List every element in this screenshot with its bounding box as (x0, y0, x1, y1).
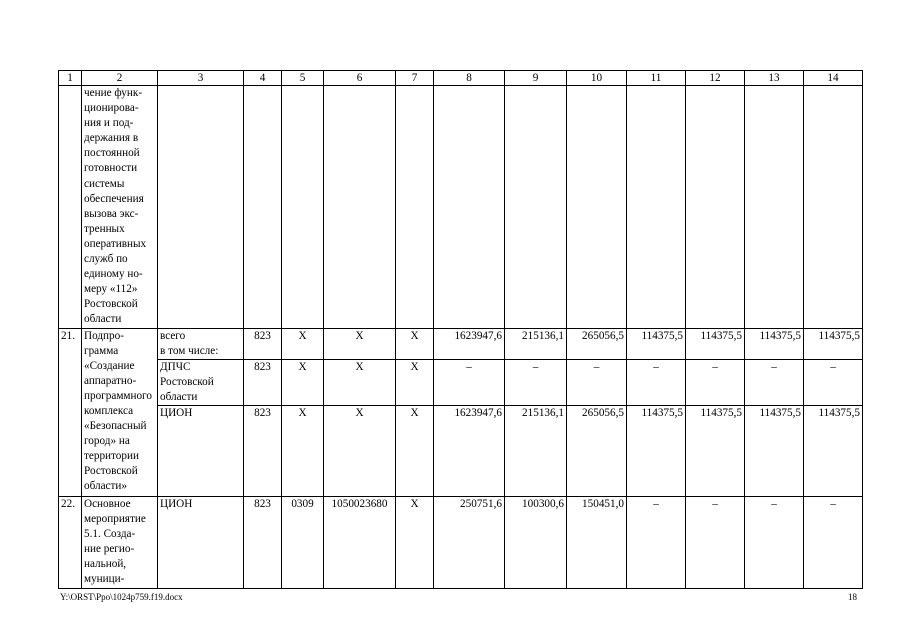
table-cell: – (505, 359, 567, 405)
table-cell: – (745, 359, 804, 405)
table-cell: 114375,5 (627, 405, 686, 496)
executor-cell: ДПЧС Ростовской области (158, 359, 244, 405)
table-cell: 114375,5 (627, 328, 686, 359)
table-cell: 265056,5 (567, 328, 627, 359)
column-header: 8 (434, 71, 505, 86)
table-cell (567, 86, 627, 329)
table-row (59, 86, 863, 329)
page-number: 18 (848, 592, 857, 602)
table-cell: 114375,5 (745, 405, 804, 496)
column-header: 7 (396, 71, 434, 86)
executor-cell: ЦИОН (158, 405, 244, 496)
table-cell: – (804, 359, 863, 405)
table-row (59, 359, 863, 405)
table-cell (244, 86, 282, 329)
table-cell: – (686, 496, 745, 588)
table-cell: – (434, 359, 505, 405)
row-number: 21. (59, 328, 82, 496)
table-cell: – (686, 359, 745, 405)
table-cell: 215136,1 (505, 328, 567, 359)
executor-cell: ЦИОН (158, 496, 244, 588)
column-header: 10 (567, 71, 627, 86)
table-cell: 114375,5 (686, 328, 745, 359)
table-row (59, 328, 863, 359)
table-cell: 0309 (282, 496, 324, 588)
column-header: 12 (686, 71, 745, 86)
row-name: чение функ- ционирова- ния и под- держания в постоянной готовности системы обеспечения вызова экс- тренных оперативных служб по единому но- меру «112» Ростовской области (82, 86, 158, 329)
table-cell: 823 (244, 496, 282, 588)
table-row (59, 405, 863, 496)
column-header: 13 (745, 71, 804, 86)
table-row (59, 496, 863, 588)
table-cell: Х (396, 359, 434, 405)
table-cell: – (745, 496, 804, 588)
column-header: 5 (282, 71, 324, 86)
table-cell: 250751,6 (434, 496, 505, 588)
table-cell (282, 86, 324, 329)
table-cell: 823 (244, 359, 282, 405)
table-cell: 823 (244, 405, 282, 496)
column-header: 9 (505, 71, 567, 86)
table-cell: – (627, 359, 686, 405)
column-header: 6 (324, 71, 396, 86)
table-cell: Х (282, 328, 324, 359)
table-cell (158, 86, 244, 329)
table-cell (627, 86, 686, 329)
table-cell: 265056,5 (567, 405, 627, 496)
table-cell (804, 86, 863, 329)
table-cell: Х (396, 405, 434, 496)
table-cell: – (804, 496, 863, 588)
table-cell (745, 86, 804, 329)
column-header: 2 (82, 71, 158, 86)
table-cell: Х (396, 496, 434, 588)
table-cell: 150451,0 (567, 496, 627, 588)
table-cell: 215136,1 (505, 405, 567, 496)
table-cell: 114375,5 (745, 328, 804, 359)
table-cell: 1623947,6 (434, 328, 505, 359)
table-cell (396, 86, 434, 329)
row-name: Основное мероприятие 5.1. Созда- ние регио- нальной, муници- (82, 496, 158, 588)
row-number: 22. (59, 496, 82, 588)
table-cell: Х (324, 328, 396, 359)
table-header-row (59, 71, 863, 86)
table-cell: 114375,5 (804, 328, 863, 359)
table-cell: 114375,5 (804, 405, 863, 496)
column-header: 3 (158, 71, 244, 86)
table-cell: Х (282, 405, 324, 496)
file-path: Y:\ORST\Ppo\1024p759.f19.docx (60, 592, 183, 602)
table-cell: Х (282, 359, 324, 405)
table-cell: 1050023680 (324, 496, 396, 588)
table-cell (686, 86, 745, 329)
executor-cell: всего в том числе: (158, 328, 244, 359)
table-cell: Х (324, 405, 396, 496)
column-header: 1 (59, 71, 82, 86)
row-name: Подпро- грамма «Создание аппаратно- программного комплекса «Безопасный город» на территории Ростовской области» (82, 328, 158, 496)
budget-table (58, 70, 863, 589)
table-cell: Х (396, 328, 434, 359)
column-header: 14 (804, 71, 863, 86)
table-cell: – (567, 359, 627, 405)
table-cell: 100300,6 (505, 496, 567, 588)
column-header: 11 (627, 71, 686, 86)
table-cell: 823 (244, 328, 282, 359)
row-number (59, 86, 82, 329)
table-cell: 1623947,6 (434, 405, 505, 496)
column-header: 4 (244, 71, 282, 86)
table-cell: Х (324, 359, 396, 405)
table-cell (505, 86, 567, 329)
table-cell: 114375,5 (686, 405, 745, 496)
table-cell: – (627, 496, 686, 588)
table-cell (434, 86, 505, 329)
table-cell (324, 86, 396, 329)
